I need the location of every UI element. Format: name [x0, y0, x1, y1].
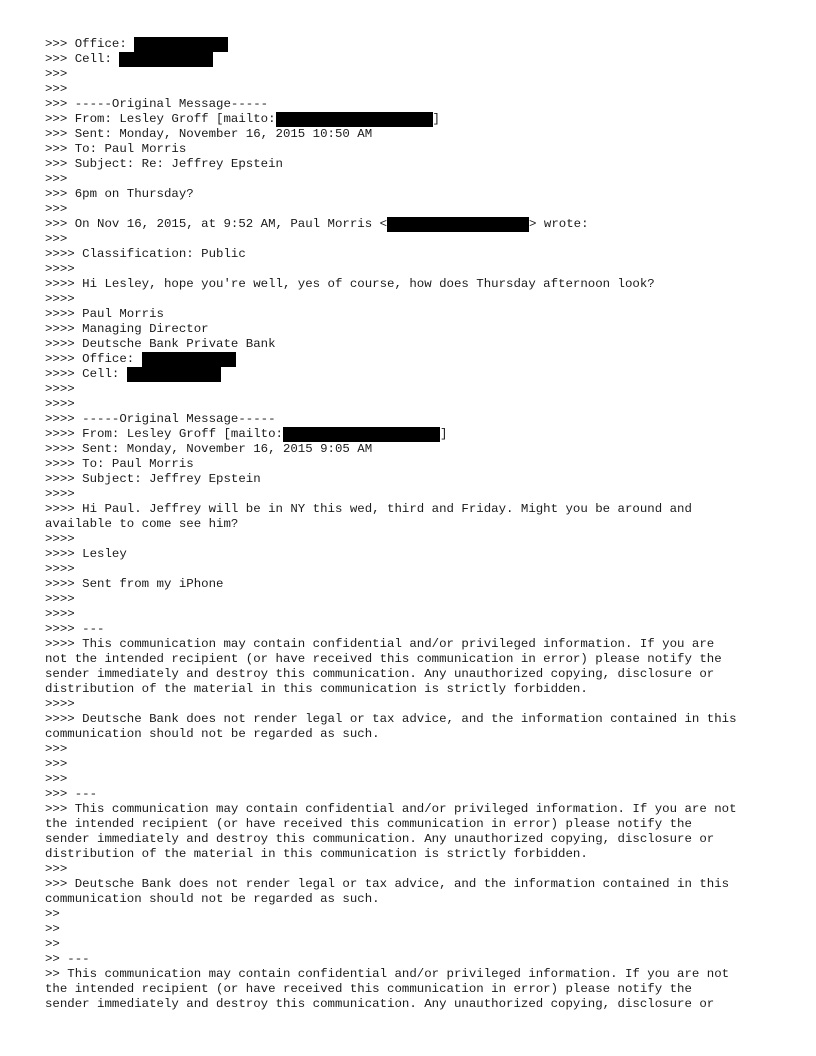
line-text: >>>> Office:	[45, 352, 142, 366]
line-text: >>>	[45, 202, 68, 216]
redaction-box	[134, 37, 228, 52]
line-text: not the intended recipient (or have received this communication in error) please notify the	[45, 652, 722, 666]
text-line	[45, 502, 775, 517]
line-text: >>	[45, 907, 60, 921]
email-thread-body	[45, 37, 775, 1012]
line-text: >>>> To: Paul Morris	[45, 457, 194, 471]
text-line	[45, 262, 775, 277]
text-line	[45, 607, 775, 622]
text-line	[45, 727, 775, 742]
line-text: >>>	[45, 772, 68, 786]
line-text: >>>	[45, 67, 68, 81]
text-line	[45, 472, 775, 487]
text-line	[45, 712, 775, 727]
line-text: >>>	[45, 742, 68, 756]
line-text: >>>> Hi Paul. Jeffrey will be in NY this wed, third and Friday. Might you be around and	[45, 502, 692, 516]
text-line	[45, 97, 775, 112]
text-line	[45, 217, 775, 232]
text-line	[45, 382, 775, 397]
line-text: distribution of the material in this communication is strictly forbidden.	[45, 847, 588, 861]
line-text: >>>> This communication may contain confidential and/or privileged information. If you are	[45, 637, 715, 651]
text-line	[45, 787, 775, 802]
text-line	[45, 277, 775, 292]
line-text: communication should not be regarded as such.	[45, 892, 380, 906]
line-text: >>> Sent: Monday, November 16, 2015 10:50 AM	[45, 127, 373, 141]
line-text: > wrote:	[529, 217, 589, 231]
text-line	[45, 442, 775, 457]
line-text: >>>>	[45, 592, 75, 606]
line-text: sender immediately and destroy this communication. Any unauthorized copying, disclosure or	[45, 832, 715, 846]
text-line	[45, 937, 775, 952]
redaction-box	[276, 112, 433, 127]
text-line	[45, 412, 775, 427]
line-text: >>> On Nov 16, 2015, at 9:52 AM, Paul Morris <	[45, 217, 388, 231]
line-text: >>> From: Lesley Groff [mailto:	[45, 112, 276, 126]
text-line	[45, 367, 775, 382]
line-text: >>> This communication may contain confidential and/or privileged information. If you are not	[45, 802, 737, 816]
line-text: >>	[45, 922, 60, 936]
redaction-box	[283, 427, 440, 442]
line-text: >>>	[45, 232, 68, 246]
text-line	[45, 562, 775, 577]
line-text: >>>> From: Lesley Groff [mailto:	[45, 427, 283, 441]
line-text: >>>> Deutsche Bank Private Bank	[45, 337, 276, 351]
line-text: >>>>	[45, 607, 75, 621]
text-line	[45, 652, 775, 667]
text-line	[45, 172, 775, 187]
line-text: >>>> Classification: Public	[45, 247, 246, 261]
text-line	[45, 667, 775, 682]
line-text: >>> Subject: Re: Jeffrey Epstein	[45, 157, 283, 171]
text-line	[45, 997, 775, 1012]
line-text: >>>> Lesley	[45, 547, 127, 561]
line-text: >>>	[45, 82, 68, 96]
line-text: >>>>	[45, 697, 75, 711]
text-line	[45, 427, 775, 442]
line-text: ]	[432, 112, 440, 126]
text-line	[45, 577, 775, 592]
line-text: distribution of the material in this communication is strictly forbidden.	[45, 682, 588, 696]
text-line	[45, 292, 775, 307]
text-line	[45, 637, 775, 652]
text-line	[45, 532, 775, 547]
line-text: >>>> Cell:	[45, 367, 127, 381]
text-line	[45, 127, 775, 142]
text-line	[45, 832, 775, 847]
line-text: >>>>	[45, 562, 75, 576]
line-text: >>>> Sent from my iPhone	[45, 577, 224, 591]
line-text: >>> -----Original Message-----	[45, 97, 269, 111]
text-line	[45, 922, 775, 937]
text-line	[45, 187, 775, 202]
line-text: the intended recipient (or have received this communication in error) please notify the	[45, 817, 692, 831]
line-text: the intended recipient (or have received this communication in error) please notify the	[45, 982, 692, 996]
text-line	[45, 697, 775, 712]
line-text: >>>> Managing Director	[45, 322, 209, 336]
text-line	[45, 82, 775, 97]
text-line	[45, 247, 775, 262]
text-line	[45, 877, 775, 892]
text-line	[45, 142, 775, 157]
line-text: communication should not be regarded as such.	[45, 727, 380, 741]
line-text: >>>>	[45, 397, 75, 411]
text-line	[45, 397, 775, 412]
text-line	[45, 967, 775, 982]
line-text: ]	[439, 427, 448, 441]
redaction-box	[127, 367, 221, 382]
line-text: >>>> Hi Lesley, hope you're well, yes of course, how does Thursday afternoon look?	[45, 277, 655, 291]
line-text: >>> ---	[45, 787, 98, 801]
text-line	[45, 202, 775, 217]
line-text: >>>	[45, 172, 68, 186]
text-line	[45, 802, 775, 817]
line-text: >>>>	[45, 532, 75, 546]
text-line	[45, 337, 775, 352]
line-text: >>> Deutsche Bank does not render legal or tax advice, and the information contained in this	[45, 877, 730, 891]
text-line	[45, 37, 775, 52]
line-text: >>>> Subject: Jeffrey Epstein	[45, 472, 261, 486]
text-line	[45, 52, 775, 67]
line-text: available to come see him?	[45, 517, 239, 531]
redaction-box	[387, 217, 529, 232]
text-line	[45, 862, 775, 877]
line-text: >>> 6pm on Thursday?	[45, 187, 194, 201]
text-line	[45, 682, 775, 697]
line-text: >>>>	[45, 487, 75, 501]
line-text: >>>>	[45, 262, 75, 276]
text-line	[45, 457, 775, 472]
text-line	[45, 757, 775, 772]
text-line	[45, 622, 775, 637]
text-line	[45, 67, 775, 82]
text-line	[45, 547, 775, 562]
text-line	[45, 952, 775, 967]
redaction-box	[119, 52, 213, 67]
text-line	[45, 112, 775, 127]
line-text: >>>>	[45, 382, 75, 396]
line-text: >>> Cell:	[45, 52, 120, 66]
text-line	[45, 307, 775, 322]
text-line	[45, 517, 775, 532]
line-text: >>	[45, 937, 60, 951]
text-line	[45, 772, 775, 787]
line-text: >>>> Paul Morris	[45, 307, 164, 321]
line-text: >>>> Sent: Monday, November 16, 2015 9:05 AM	[45, 442, 373, 456]
line-text: >> This communication may contain confidential and/or privileged information. If you are not	[45, 967, 730, 981]
text-line	[45, 817, 775, 832]
text-line	[45, 487, 775, 502]
text-line	[45, 157, 775, 172]
line-text: >>>> ---	[45, 622, 105, 636]
text-line	[45, 742, 775, 757]
text-line	[45, 592, 775, 607]
text-line	[45, 232, 775, 247]
line-text: >>> Office:	[45, 37, 135, 51]
line-text: >>>	[45, 862, 68, 876]
text-line	[45, 847, 775, 862]
line-text: >> ---	[45, 952, 90, 966]
redaction-box	[142, 352, 236, 367]
text-line	[45, 907, 775, 922]
line-text: sender immediately and destroy this communication. Any unauthorized copying, disclosure or	[45, 667, 715, 681]
line-text: sender immediately and destroy this communication. Any unauthorized copying, disclosure or	[45, 997, 715, 1011]
line-text: >>>>	[45, 292, 75, 306]
line-text: >>>> Deutsche Bank does not render legal or tax advice, and the information contained in this	[45, 712, 737, 726]
line-text: >>>> -----Original Message-----	[45, 412, 276, 426]
text-line	[45, 352, 775, 367]
text-line	[45, 322, 775, 337]
text-line	[45, 982, 775, 997]
line-text: >>>	[45, 757, 68, 771]
line-text: >>> To: Paul Morris	[45, 142, 187, 156]
text-line	[45, 892, 775, 907]
